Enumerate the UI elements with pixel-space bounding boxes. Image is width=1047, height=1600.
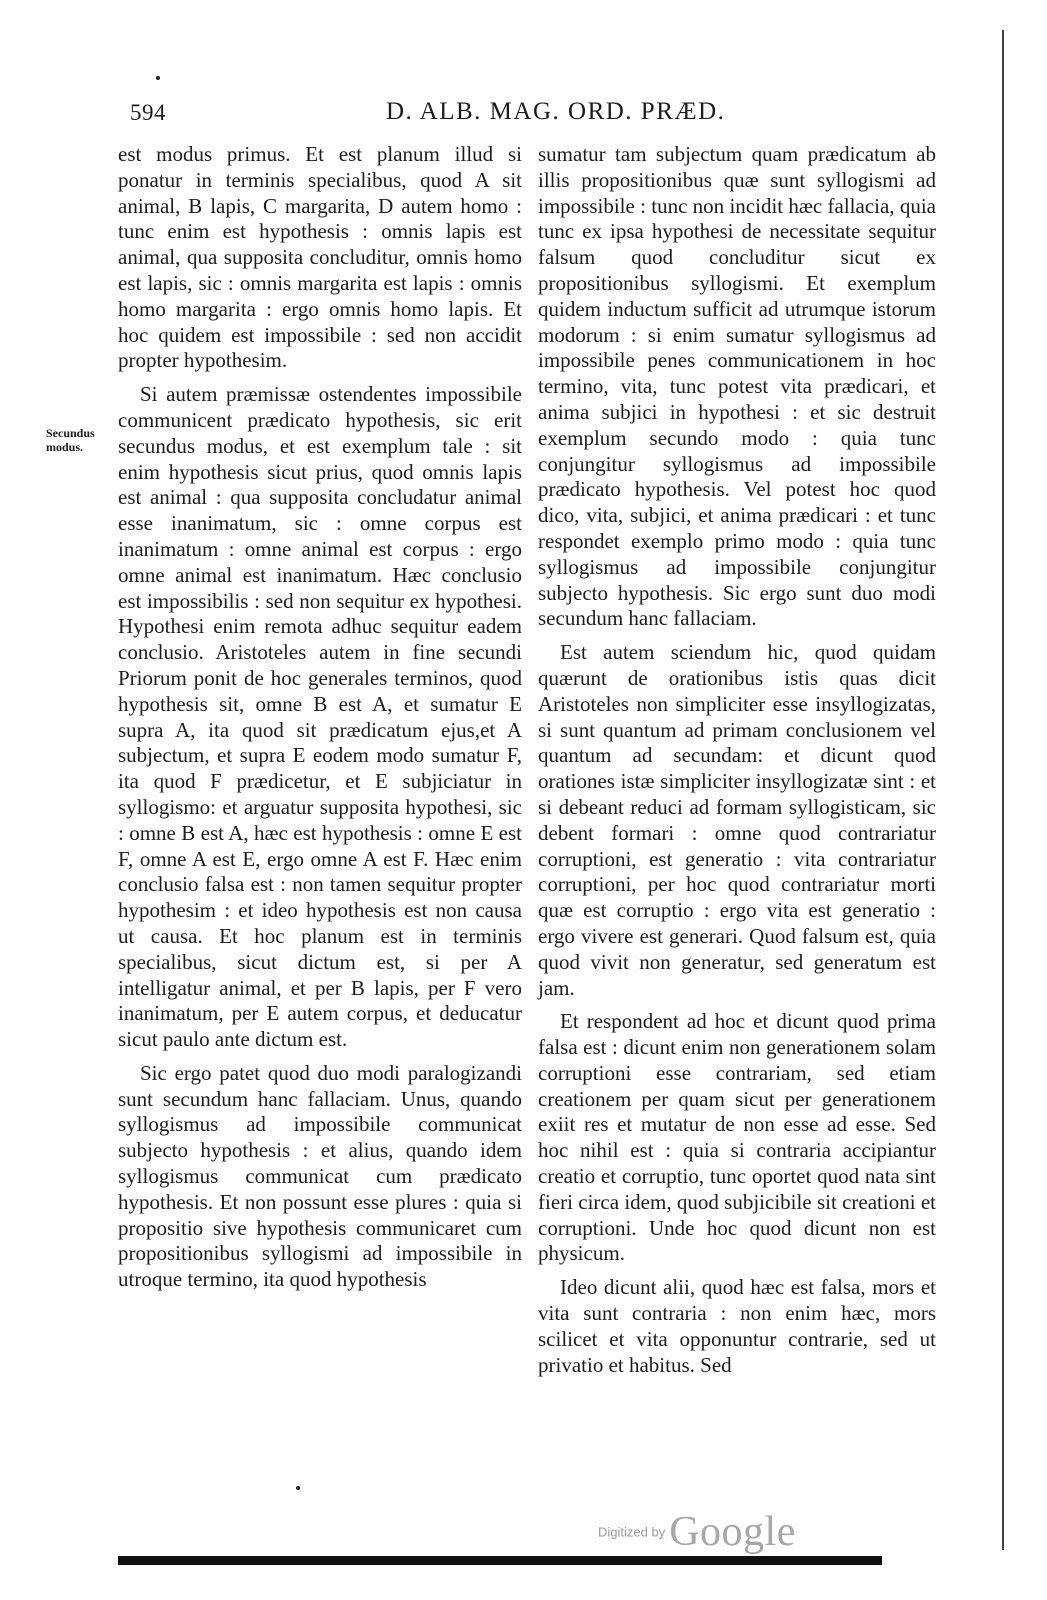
right-paragraph-2: Est autem sciendum hic, quod quidam quærunt de orationibus istis quas dicit Aristoteles non simpliciter esse insyllogizatas, si sunt quantum ad primam conclusionem vel quantum ad secundam: et dicunt quod orationes istæ simpliciter insyllogizatæ sint : et si debeant reduci ad formam syllogisticam, sic debent formari : omne quod contrariatur corruptioni, est generatio : vita contrariatur corruptioni, per hoc quod contrariatur morti quæ est corruptio : ergo vita est generatio : ergo vivere est generari. Quod falsum est, quia quod vivit non generatur, sed generatum est jam. [538,640,936,1000]
scan-edge-line [1002,30,1004,1550]
left-paragraph-1: est modus primus. Et est planum illud si ponatur in terminis specialibus, quod A sit animal, B lapis, C margarita, D autem homo : tunc enim est hypothesis : omnis lapis est animal, qua supposita concluditur, omnis homo est lapis, sic : omnis margarita est lapis : omnis homo margarita : ergo omnis homo lapis. Et hoc quidem est impossibile : sed non accidit propter hypothesim. [118,142,522,373]
left-paragraph-3: Sic ergo patet quod duo modi paralogizandi sunt secundum hanc fallaciam. Unus, quando syllogismus ad impossibile communicat subjecto hypothesis : et alius, quando idem syllogismus communicat cum prædicato hypothesis. Et non possunt esse plures : quia si propositio sive hypothesis communicaret cum propositionibus syllogismi ad impossibile in utroque termino, ita quod hypothesis [118,1060,522,1292]
right-paragraph-4: Ideo dicunt alii, quod hæc est falsa, mors et vita sunt contraria : non enim hæc, mors scilicet et vita opponuntur contrarie, sed ut privatio et habitus. Sed [538,1275,936,1377]
margin-note-line-1: Secundus [46,426,95,440]
left-paragraph-2: Si autem præmissæ ostendentes impossibile communicent prædicato hypothesis, sic erit secundus modus, et est exemplum tale : sit enim hypothesis sicut prius, quod omnis lapis est animal : qua supposita concludatur animal esse inanimatum, sic : omne corpus est inanimatum : omne animal est corpus : ergo omne animal est inanimatum. Hæc conclusio est impossibilis : sed non sequitur ex hypothesi. Hypothesi enim remota adhuc sequitur eadem conclusio. Aristoteles autem in fine secundi Priorum ponit de hoc generales terminos, quod hypothesis sit, omne B est A, et sumatur E supra A, ita quod sit prædicatum ejus,et A subjectum, et supra E eodem modo sumatur F, ita quod F prædicetur, et E subjiciatur in syllogismo: et arguatur supposita hypothesi, sic : omne B est A, hæc est hypothesis : omne E est F, omne A est E, ergo omne A est F. Hæc enim conclusio falsa est : non tamen sequitur propter hypothesim : et ideo hypothesis est non causa ut causa. Et hoc planum est in terminis specialibus, sicut dictum est, si per A intelligatur animal, et per B lapis, per F vero inanimatum, per E autem corpus, et deducatur sicut paulo ante dictum est. [118,382,522,1052]
margin-note [46,426,116,454]
running-head: D. ALB. MAG. ORD. PRÆD. [386,98,726,125]
scan-speck [156,76,160,80]
page-bottom-rule [118,1556,882,1565]
right-column [538,142,936,1386]
right-paragraph-1: sumatur tam subjectum quam prædicatum ab illis propositionibus quæ sunt syllogismi ad impossibile : tunc non incidit hæc fallacia, quia tunc ex ipsa hypothesi de necessitate sequitur falsum quod concluditur sicut ex propositionibus syllogismi. Et exemplum quidem inductum sufficit ad utrumque istorum modorum : si enim sumatur syllogismus ad impossibile penes communicationem in hoc termino, vita, tunc potest vita prædicari, et anima subjici in hypothesi : et sic destruit exemplum secundo modo : quia tunc conjungitur syllogismus ad impossibile prædicato hypothesis. Vel potest hoc quod dico, vita, subjici, et anima prædicari : et tunc respondet exemplo primo modo : quia tunc syllogismus ad impossibile conjungitur subjecto hypothesis. Sic ergo sunt duo modi secundum hanc fallaciam. [538,142,936,631]
scan-speck [296,1486,300,1490]
digitized-by-label: Digitized by [598,1524,666,1540]
right-paragraph-3: Et respondent ad hoc et dicunt quod prima falsa est : dicunt enim non generationem solam corruptioni esse contrariam, sed etiam creationem per quam sicut per generationem exiit res et mutatur de non esse ad esse. Sed hoc nihil est : quia si contraria accipiantur creatio et corruptio, tunc oportet quod nata sint fieri circa idem, quod subjicibile sit creationi et corruptioni. Unde hoc quod dicunt non est physicum. [538,1009,936,1266]
digitization-watermark [598,1508,796,1556]
page-number: 594 [130,100,166,125]
margin-note-line-2: modus. [46,440,84,454]
google-logo: Google [669,1509,796,1555]
left-column [118,142,522,1301]
